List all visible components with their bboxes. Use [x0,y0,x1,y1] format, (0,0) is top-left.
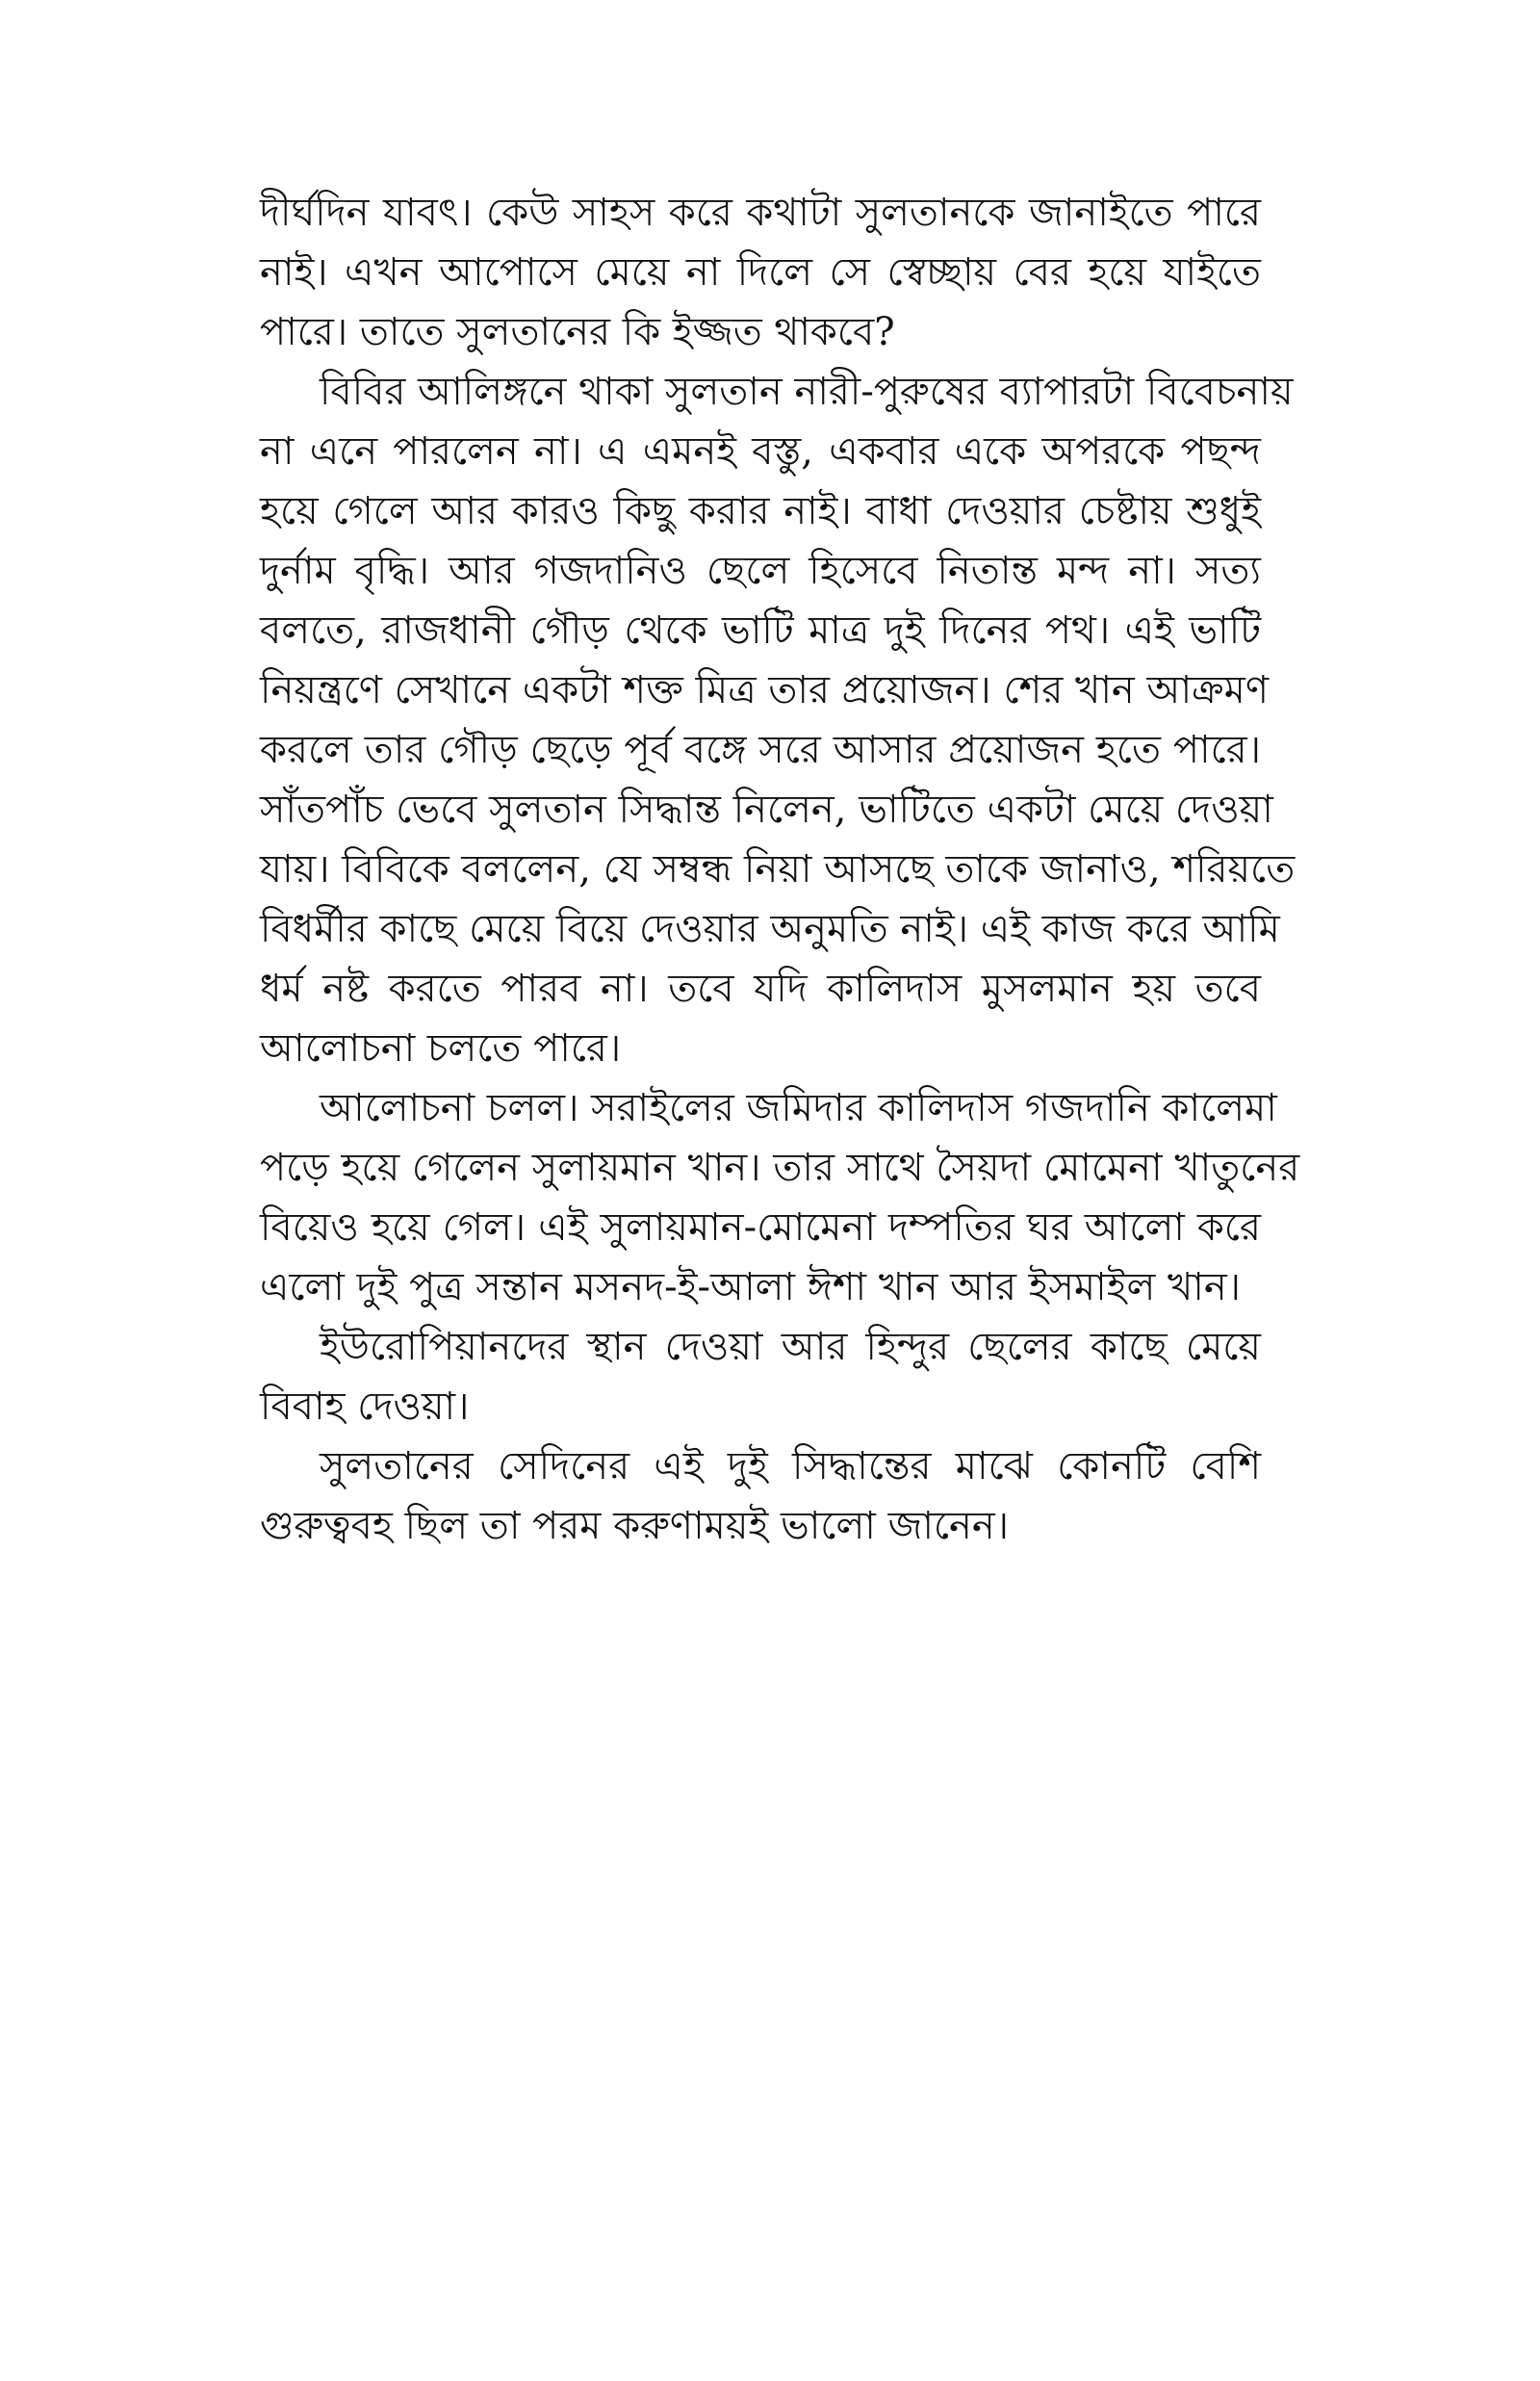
paragraph-2 [260,362,1296,1078]
text-line: বিবাহ দেওয়া। [260,1385,470,1429]
text-line: আলোচনা চলতে পারে। [260,1026,622,1071]
text-line: ইউরোপিয়ানদের স্থান দেওয়া আর হিন্দুর ছেলের কাছে মেয়ে [320,1325,1261,1369]
text-line: করলে তার গৌড় ছেড়ে পূর্ব বঙ্গে সরে আসার প্রয়োজন হতে পারে। [260,728,1261,772]
paragraph-1 [260,183,1261,362]
text-line: বলতে, রাজধানী গৌড় থেকে ভাটি মাত্র দুই দিনের পথ। এই ভাটি [260,608,1261,653]
text-line: এলো দুই পুত্র সন্তান মসনদ-ই-আলা ঈশা খান আর ইসমাইল খান। [260,1265,1242,1309]
text-line: দীর্ঘদিন যাবৎ। কেউ সাহস করে কথাটা সুলতানকে জানাইতে পারে [260,191,1261,235]
text-line: না এনে পারলেন না। এ এমনই বস্তু, একবার একে অপরকে পছন্দ [260,429,1261,474]
text-line: নাই। এখন আপোসে মেয়ে না দিলে সে স্বেচ্ছায় বের হয়ে যাইতে [260,250,1261,295]
text-line: হয়ে গেলে আর কারও কিছু করার নাই। বাধা দেওয়ার চেষ্টায় শুধুই [260,489,1261,533]
text-line: সাঁতপাঁচ ভেবে সুলতান সিদ্ধান্ত নিলেন, ভাটিতে একটা মেয়ে দেওয়া [260,788,1273,832]
text-line: যায়। বিবিকে বললেন, যে সম্বন্ধ নিয়া আসছে তাকে জানাও, শরিয়তে [260,847,1296,892]
text-line: আলোচনা চলল। সরাইলের জমিদার কালিদাস গজদানি কালেমা [320,1086,1277,1130]
paragraph-4 [260,1317,1261,1436]
paragraph-5 [260,1436,1261,1556]
text-line: নিয়ন্ত্রণে সেখানে একটা শক্ত মিত্র তার প্রয়োজন। শের খান আক্রমণ [260,668,1270,712]
text-line: গুরুত্ববহ ছিল তা পরম করুণাময়ই ভালো জানেন। [260,1504,1010,1548]
text-line: বিয়েও হয়ে গেল। এই সুলায়মান-মোমেনা দম্পতির ঘর আলো করে [260,1205,1261,1250]
text-line: দুর্নাম বৃদ্ধি। আর গজদানিও ছেলে হিসেবে নিতান্ত মন্দ না। সত্য [260,549,1261,593]
text-line: ধর্ম নষ্ট করতে পারব না। তবে যদি কালিদাস মুসলমান হয় তবে [260,967,1261,1011]
paragraph-3 [260,1078,1300,1317]
page-body [260,183,1300,1556]
text-line: পারে। তাতে সুলতানের কি ইজ্জত থাকবে? [260,310,895,354]
text-line: পড়ে হয়ে গেলেন সুলায়মান খান। তার সাথে সৈয়দা মোমেনা খাতুনের [260,1146,1300,1190]
text-line: বিবির আলিঙ্গনে থাকা সুলতান নারী-পুরুষের ব্যাপারটা বিবেচনায় [320,370,1294,414]
text-line: বিধর্মীর কাছে মেয়ে বিয়ে দেওয়ার অনুমতি নাই। এই কাজ করে আমি [260,907,1280,951]
text-line: সুলতানের সেদিনের এই দুই সিদ্ধান্তের মাঝে কোনটি বেশি [320,1444,1261,1488]
